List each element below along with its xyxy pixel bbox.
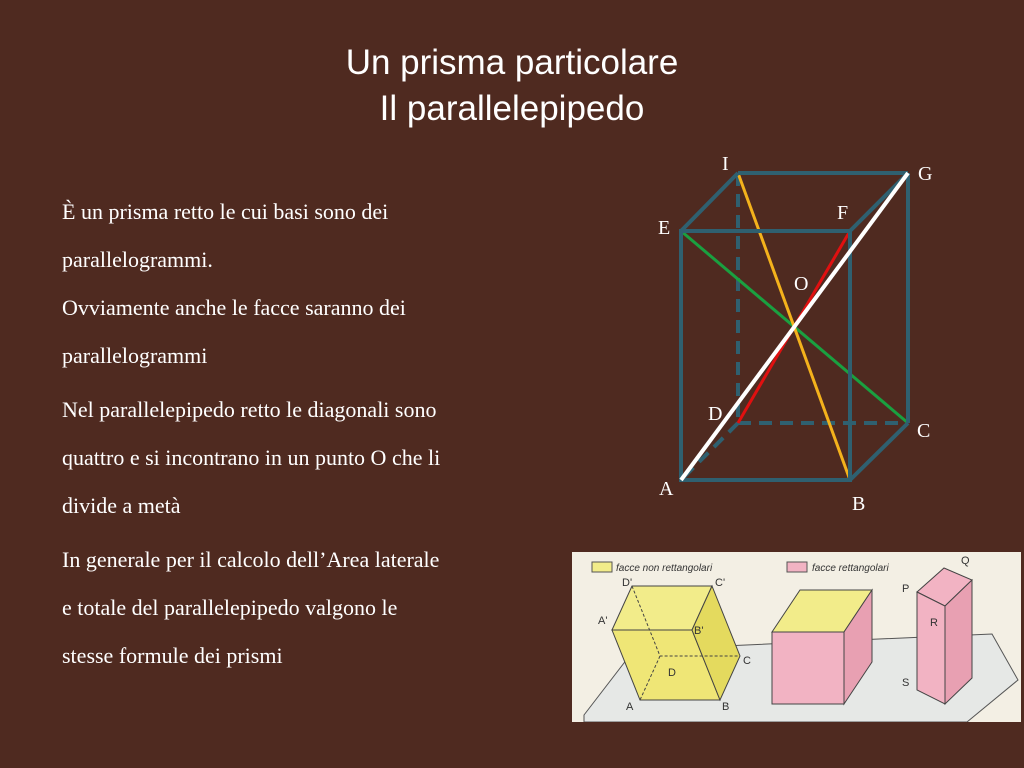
paragraph-line: In generale per il calcolo dell’Area laterale xyxy=(62,547,440,572)
label-B: B xyxy=(722,701,730,713)
paragraph-line: Nel parallelepipedo retto le diagonali sono xyxy=(62,397,437,422)
label-D: D xyxy=(668,667,676,679)
legend-label-rect: facce rettangolari xyxy=(812,563,889,574)
vertex-label-C: C xyxy=(917,420,931,442)
vertex-label-D: D xyxy=(708,403,723,425)
label-D-prime: D' xyxy=(622,577,633,589)
vertex-label-A: A xyxy=(659,478,674,500)
title-line-1: Un prisma particolare xyxy=(345,43,679,82)
label-A-prime: A' xyxy=(598,615,608,627)
label-R: R xyxy=(930,617,938,629)
legend-swatch-rect xyxy=(787,562,807,572)
body-text xyxy=(62,188,562,680)
edge-EI xyxy=(681,173,738,231)
label-P: P xyxy=(902,583,910,595)
paragraph-line: parallelogrammi xyxy=(62,343,208,368)
paragraph-line: e totale del parallelepipedo valgono le xyxy=(62,595,398,620)
vertex-label-I: I xyxy=(722,153,729,175)
front-face xyxy=(917,592,945,704)
diagonal-AG xyxy=(681,173,908,480)
slide-title xyxy=(0,40,1024,132)
front-face xyxy=(772,632,844,704)
vertex-label-G: G xyxy=(918,163,933,185)
label-B-prime: B' xyxy=(694,625,704,637)
title-line-2: Il parallelepipedo xyxy=(379,89,645,128)
paragraph-line: È un prisma retto le cui basi sono dei xyxy=(62,199,389,224)
paragraph-line: Ovviamente anche le facce saranno dei xyxy=(62,295,406,320)
vertex-label-O: O xyxy=(794,273,809,295)
parallelepiped-diagram xyxy=(640,140,960,520)
tall-prism xyxy=(917,568,972,704)
legend-swatch-nonrect xyxy=(592,562,612,572)
paragraph-line: stesse formule dei prismi xyxy=(62,643,283,668)
paragraph-line: quattro e si incontrano in un punto O che li xyxy=(62,445,441,470)
vertex-label-B: B xyxy=(852,493,866,515)
label-Q: Q xyxy=(961,555,970,567)
label-C: C xyxy=(743,655,751,667)
textbook-illustration xyxy=(572,552,1021,722)
vertex-label-F: F xyxy=(837,202,849,224)
paragraph-line: parallelogrammi. xyxy=(62,247,213,272)
legend-label-nonrect: facce non rettangolari xyxy=(616,563,713,574)
label-C-prime: C' xyxy=(715,577,726,589)
paragraph-line: divide a metà xyxy=(62,493,181,518)
vertex-label-E: E xyxy=(658,217,671,239)
edge-BC xyxy=(850,423,908,480)
label-S: S xyxy=(902,677,910,689)
label-A: A xyxy=(626,701,634,713)
